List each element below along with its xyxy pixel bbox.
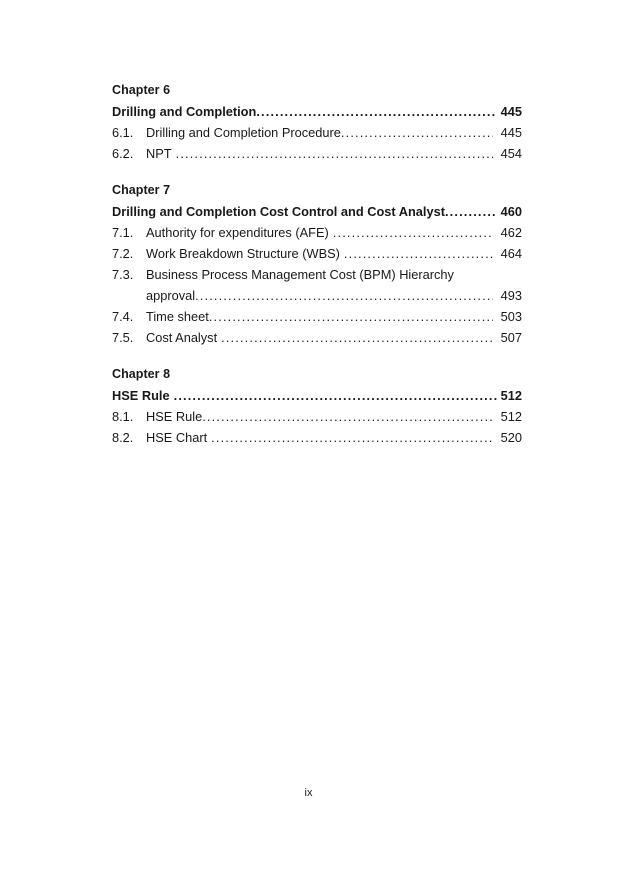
toc-entry-title: Drilling and Completion Procedure — [146, 125, 341, 140]
toc-entry-title: Work Breakdown Structure (WBS) — [146, 246, 340, 261]
toc-entry-number: 7.4. — [112, 309, 134, 324]
dot-leader — [176, 143, 493, 164]
toc-entry-title: Business Process Management Cost (BPM) Hierarchy — [146, 267, 454, 282]
toc-entry-number: 7.1. — [112, 225, 134, 240]
dot-leader — [195, 285, 493, 306]
toc-entry-row[interactable] — [112, 143, 522, 164]
toc-entry-number: 7.2. — [112, 246, 134, 261]
toc-entry-continuation-text: approval — [146, 288, 196, 303]
chapter-label: Chapter 7 — [112, 183, 171, 197]
chapter-label: Chapter 6 — [112, 83, 171, 97]
toc-entry-page-number: 462 — [500, 225, 522, 240]
chapter-block — [112, 180, 522, 348]
chapter-title-text: HSE Rule — [112, 388, 170, 403]
chapter-label: Chapter 8 — [112, 367, 171, 381]
dot-leader — [221, 327, 493, 348]
dot-leader — [202, 406, 493, 427]
toc-entry-number: 7.3. — [112, 267, 134, 282]
chapter-title-row[interactable] — [112, 101, 522, 122]
toc-entry-row[interactable] — [112, 264, 522, 285]
chapter-title-text: Drilling and Completion Cost Control and Cost Analyst — [112, 204, 445, 219]
toc-entry-row[interactable] — [112, 222, 522, 243]
chapter-page-number: 460 — [500, 204, 522, 219]
toc-entry-row[interactable] — [112, 306, 522, 327]
toc-entry-page-number: 512 — [500, 409, 522, 424]
dot-leader — [174, 385, 497, 406]
toc-entry-number: 8.2. — [112, 430, 134, 445]
chapter-title-text: Drilling and Completion — [112, 104, 257, 119]
toc-entry-title: Cost Analyst — [146, 330, 218, 345]
toc-entry-continuation-row[interactable] — [112, 285, 522, 306]
toc-entry-row[interactable] — [112, 427, 522, 448]
dot-leader — [209, 306, 493, 327]
toc-entry-page-number: 503 — [500, 309, 522, 324]
dot-leader — [256, 101, 497, 122]
toc-entry-title: Time sheet — [146, 309, 209, 324]
toc-entry-number: 8.1. — [112, 409, 134, 424]
dot-leader — [344, 243, 493, 264]
chapter-block — [112, 80, 522, 164]
toc-entry-row[interactable] — [112, 122, 522, 143]
table-of-contents — [112, 80, 522, 448]
chapter-block — [112, 364, 522, 448]
toc-entry-page-number: 507 — [500, 330, 522, 345]
page-folio: ix — [304, 787, 313, 799]
toc-entry-number: 7.5. — [112, 330, 134, 345]
toc-entry-page-number: 464 — [500, 246, 522, 261]
toc-entry-page-number: 520 — [500, 430, 522, 445]
toc-entry-number: 6.1. — [112, 125, 134, 140]
chapter-title-row[interactable] — [112, 385, 522, 406]
chapter-page-number: 445 — [500, 104, 522, 119]
toc-entry-page-number: 445 — [500, 125, 522, 140]
chapter-title-row[interactable] — [112, 201, 522, 222]
chapter-page-number: 512 — [500, 388, 522, 403]
toc-entry-page-number: 454 — [500, 146, 522, 161]
dot-leader — [341, 122, 493, 143]
toc-entry-page-number: 493 — [500, 288, 522, 303]
dot-leader — [211, 427, 493, 448]
dot-leader — [445, 201, 497, 222]
toc-entry-row[interactable] — [112, 243, 522, 264]
toc-entry-row[interactable] — [112, 327, 522, 348]
dot-leader — [333, 222, 493, 243]
toc-entry-title: HSE Rule — [146, 409, 203, 424]
toc-entry-title: HSE Chart — [146, 430, 208, 445]
toc-entry-title: NPT — [146, 146, 172, 161]
toc-entry-title: Authority for expenditures (AFE) — [146, 225, 329, 240]
toc-entry-row[interactable] — [112, 406, 522, 427]
toc-entry-number: 6.2. — [112, 146, 134, 161]
